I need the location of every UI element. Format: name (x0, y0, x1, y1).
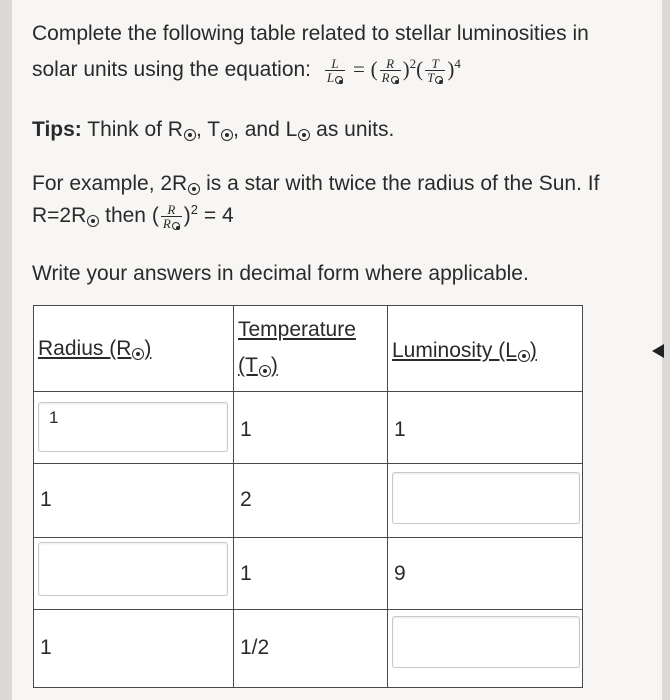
row1-luminosity-cell (388, 392, 583, 464)
eq-Tsun: T (427, 69, 435, 85)
header-radius-label (38, 337, 151, 361)
instruction-line (32, 262, 529, 286)
row2-temperature-value: 2 (240, 488, 252, 511)
sun-symbol-icon (184, 129, 196, 141)
equation-radius-ratio (380, 57, 401, 84)
row3-luminosity-value: 9 (394, 562, 406, 585)
row3-radius-cell (34, 538, 234, 610)
eq-close-paren-1: ) (402, 57, 410, 81)
example-line-2 (32, 202, 234, 230)
tips-text-b: , T (195, 118, 221, 141)
row2-radius-value: 1 (40, 488, 52, 511)
row3-luminosity-cell (388, 538, 583, 610)
eq-close-paren-2: ) (447, 57, 455, 81)
prompt-text-1: Complete the following table related to stellar luminosities in (32, 22, 589, 45)
header-temperature-unit (238, 354, 278, 378)
luminosity-table (33, 305, 583, 688)
table-row (34, 464, 583, 538)
row4-luminosity-cell (388, 610, 583, 688)
table-row (34, 610, 583, 688)
example-R: R (161, 203, 182, 217)
tips-text-d: as units. (310, 118, 395, 141)
tips-line (32, 118, 394, 142)
example-text-b: is a star with twice the radius of the Sun. If (200, 172, 600, 195)
example-text-c: R=2R (32, 204, 87, 227)
sun-symbol-icon (87, 215, 99, 227)
example-Rsun: R (162, 215, 171, 231)
header-radius-text: Radius (R (38, 337, 132, 360)
worksheet-page (12, 0, 662, 700)
header-luminosity-close: ) (529, 339, 537, 362)
header-temperature-label: Temperature (238, 318, 356, 341)
eq-equals: = (352, 57, 365, 81)
table-header-row (34, 306, 583, 392)
table-row (34, 538, 583, 610)
row1-temperature-cell (234, 392, 388, 464)
example-line-1 (32, 172, 599, 196)
row2-luminosity-cell (388, 464, 583, 538)
example-ratio (161, 203, 182, 230)
tips-text-c: , and L (233, 118, 298, 141)
eq-Rsun: R (381, 69, 390, 85)
eq-open-paren-2: ( (416, 57, 424, 81)
sun-symbol-icon (518, 350, 530, 362)
instruction-text: Write your answers in decimal form where applicable. (32, 262, 529, 285)
eq-T: T (425, 57, 445, 71)
header-temperature-unit-text: (T (238, 354, 258, 377)
example-text-a: For example, 2R (32, 172, 188, 195)
row4-temperature-value: 1/2 (240, 636, 270, 659)
header-luminosity-text: Luminosity (L (392, 339, 517, 362)
eq-open-paren-1: ( (370, 57, 378, 81)
row2-luminosity-input[interactable] (392, 472, 580, 524)
row3-temperature-value: 1 (240, 562, 252, 585)
row3-radius-input[interactable] (38, 542, 228, 596)
row1-radius-value: 1 (49, 408, 59, 427)
header-luminosity-label (392, 339, 537, 363)
sun-symbol-icon (259, 365, 271, 377)
tips-text-a: Think of R (81, 118, 183, 141)
row4-radius-cell (34, 610, 234, 688)
row1-temperature-value: 1 (240, 418, 252, 441)
header-luminosity (388, 306, 583, 392)
eq-exponent-4: 4 (454, 56, 461, 71)
sun-symbol-icon (335, 76, 343, 84)
equation-lhs (325, 57, 345, 84)
eq-Lsun: L (326, 69, 335, 85)
row2-radius-cell (34, 464, 234, 538)
eq-exponent-2: 2 (409, 56, 417, 71)
header-temperature (234, 306, 388, 392)
row1-radius-cell (34, 392, 234, 464)
row4-luminosity-input[interactable] (392, 616, 580, 668)
sun-symbol-icon (172, 222, 180, 230)
row2-temperature-cell (234, 464, 388, 538)
example-text-d: then ( (99, 204, 159, 227)
sun-symbol-icon (435, 76, 443, 84)
row3-temperature-cell (234, 538, 388, 610)
prompt-line-2 (32, 56, 461, 84)
tips-label: Tips: (32, 118, 82, 141)
row4-radius-value: 1 (40, 636, 52, 659)
equation-temperature-ratio (425, 57, 445, 84)
cursor-arrow-icon (652, 344, 664, 358)
sun-symbol-icon (132, 348, 144, 360)
header-temperature-close: ) (270, 354, 278, 377)
prompt-text-2: solar units using the equation: (32, 58, 312, 81)
header-radius (34, 306, 234, 392)
row1-luminosity-value: 1 (394, 418, 406, 441)
sun-symbol-icon (221, 129, 233, 141)
header-radius-close: ) (144, 337, 152, 360)
prompt-line-1 (32, 22, 589, 46)
table-row (34, 392, 583, 464)
row4-temperature-cell (234, 610, 388, 688)
sun-symbol-icon (391, 76, 399, 84)
example-result: = 4 (198, 204, 234, 227)
example-exponent: 2 (190, 202, 199, 217)
eq-L: L (325, 57, 345, 71)
sun-symbol-icon (188, 183, 200, 195)
example-close-paren: ) (183, 204, 191, 227)
sun-symbol-icon (298, 129, 310, 141)
eq-R: R (380, 57, 401, 71)
row1-radius-input[interactable] (38, 402, 228, 452)
